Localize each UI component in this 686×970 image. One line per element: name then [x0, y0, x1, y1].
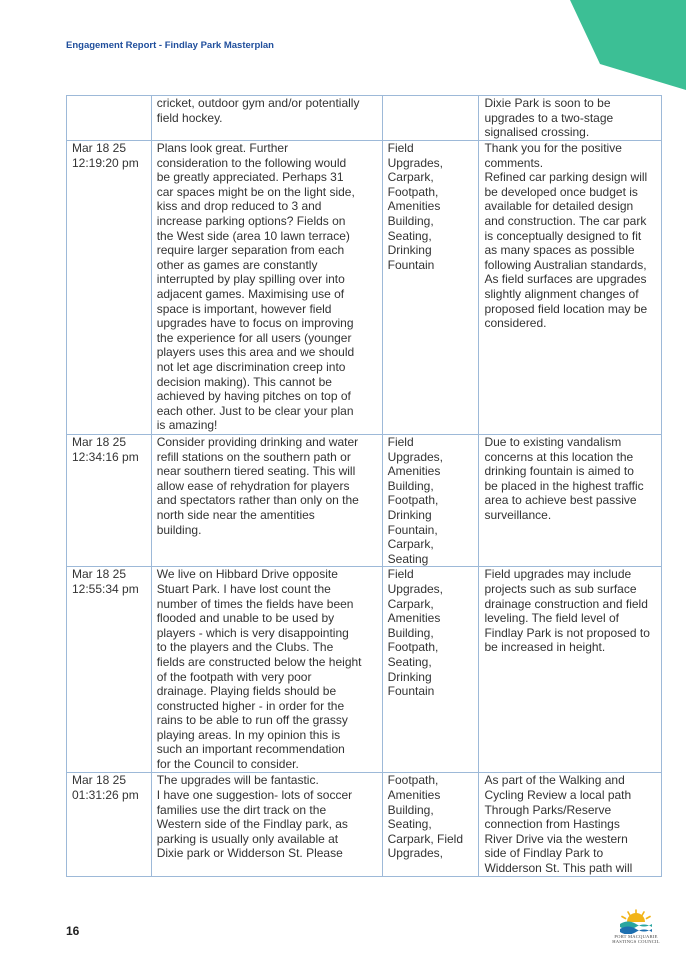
response-cell: Due to existing vandalism concerns at this location the drinking fountain is aimed to be placed in the highest traffic area to achieve best passive surveillance. [479, 435, 662, 567]
comment-cell: Consider providing drinking and water refill stations on the southern path or near southern tiered seating. This will allow ease of rehydration for players and spectators rather than only on the north side near the amentities building. [151, 435, 382, 567]
date-cell: Mar 18 25 12:55:34 pm [67, 567, 152, 773]
feedback-table [66, 95, 662, 877]
corner-accent-shape [570, 0, 686, 90]
date-cell: Mar 18 25 12:34:16 pm [67, 435, 152, 567]
date-cell [67, 96, 152, 141]
council-logo [606, 908, 666, 945]
category-cell: Field Upgrades, Carpark, Amenities Building, Footpath, Seating, Drinking Fountain [382, 567, 479, 773]
response-cell: Field upgrades may include projects such as sub surface drainage construction and field leveling. The field level of Findlay Park is not proposed to be increased in height. [479, 567, 662, 773]
report-header-title: Engagement Report - Findlay Park Masterplan [66, 40, 274, 51]
table-row [67, 567, 662, 773]
response-cell: Dixie Park is soon to be upgrades to a two-stage signalised crossing. [479, 96, 662, 141]
table-row [67, 141, 662, 435]
comment-cell: We live on Hibbard Drive opposite Stuart Park. I have lost count the number of times the fields have been flooded and unable to be used by players - which is very disappointing to the players and the Clubs. The fields are constructed below the height of the footpath with very poor drainage. Playing fields should be constructed higher - in order for the rains to be able to run off the grassy playing areas. In my opinion this is such an important recommendation for the Council to consider. [151, 567, 382, 773]
table-row [67, 773, 662, 876]
response-cell: Thank you for the positive comments. Refined car parking design will be developed once budget is available for detailed design and construction. The car park is conceptually designed to fit as many spaces as possible following Australian standards, As field surfaces are upgrades slightly alignment changes of proposed field location may be considered. [479, 141, 662, 435]
page-number: 16 [66, 924, 80, 938]
date-cell: Mar 18 25 12:19:20 pm [67, 141, 152, 435]
comment-cell: cricket, outdoor gym and/or potentially field hockey. [151, 96, 382, 141]
council-logo-line1: PORT MACQUARIE [614, 934, 658, 939]
table-row [67, 435, 662, 567]
date-cell: Mar 18 25 01:31:26 pm [67, 773, 152, 876]
table-row [67, 96, 662, 141]
response-cell: As part of the Walking and Cycling Review a local path Through Parks/Reserve connection from Hastings River Drive via the western side of Findlay Park to Widderson St. This path will [479, 773, 662, 876]
category-cell: Field Upgrades, Carpark, Footpath, Amenities Building, Seating, Drinking Fountain [382, 141, 479, 435]
category-cell: Field Upgrades, Amenities Building, Footpath, Drinking Fountain, Carpark, Seating [382, 435, 479, 567]
comment-cell: Plans look great. Further consideration to the following would be greatly appreciated. Perhaps 31 car spaces might be on the light side, kiss and drop reduced to 3 and increase parking options? Fields on the West side (area 10 lawn terrace) require larger separation from each other as games are constantly interrupted by play spilling over into adjacent games. Maximising use of space is important, however field upgrades have to focus on improving the experience for all users (younger players uses this area and we should not let age discrimination creep into decision making). This cannot be achieved by having pitches on top of each other. Just to be clear your plan is amazing! [151, 141, 382, 435]
comment-cell: The upgrades will be fantastic. I have one suggestion- lots of soccer families use the dirt track on the Western side of the Findlay park, as parking is usually only available at Dixie park or Widderson St. Please [151, 773, 382, 876]
council-logo-icon [616, 908, 656, 934]
category-cell: Footpath, Amenities Building, Seating, Carpark, Field Upgrades, [382, 773, 479, 876]
council-logo-line2: HASTINGS COUNCIL [612, 939, 660, 945]
category-cell [382, 96, 479, 141]
